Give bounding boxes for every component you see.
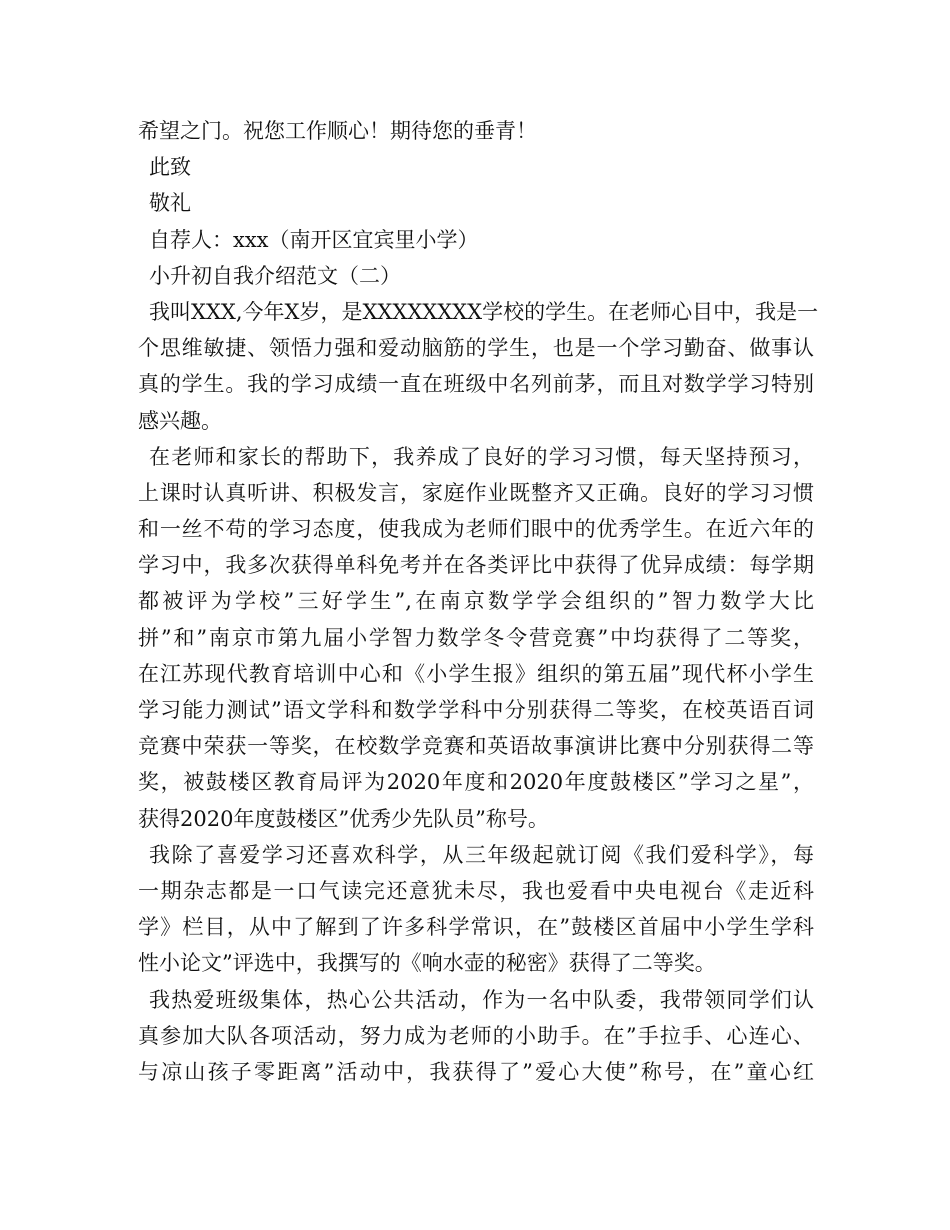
text-line: 在江苏现代教育培训中心和《小学生报》组织的第五届”现代杯小学生 [138, 661, 814, 686]
section-heading: 小升初自我介绍范文（二） [149, 263, 401, 288]
text-line: 真参加大队各项活动，努力成为老师的小助手。在”手拉手、心连心、 [138, 1023, 814, 1048]
text-line: 拼”和”南京市第九届小学智力数学冬令营竞赛”中均获得了二等奖， [138, 625, 814, 650]
text-line: 此致 [149, 155, 191, 180]
text-line: 真的学生。我的学习成绩一直在班级中名列前茅，而且对数学学习特别 [138, 372, 814, 397]
text-line: 和一丝不苟的学习态度，使我成为老师们眼中的优秀学生。在近六年的 [138, 517, 814, 542]
text-line: 我热爱班级集体，热心公共活动，作为一名中队委，我带领同学们认 [149, 987, 814, 1012]
text-line: 一期杂志都是一口气读完还意犹未尽，我也爱看中央电视台《走近科 [138, 878, 814, 903]
text-line: 个思维敏捷、领悟力强和爱动脑筋的学生，也是一个学习勤奋、做事认 [138, 336, 814, 361]
text-line: 自荐人：xxx（南开区宜宾里小学） [149, 227, 479, 252]
text-line: 奖，被鼓楼区教育局评为2020年度和2020年度鼓楼区”学习之星”， [138, 770, 814, 795]
text-line: 希望之门。祝您工作顺心！期待您的垂青！ [138, 119, 537, 143]
text-line: 学》栏目，从中了解到了许多科学常识，在”鼓楼区首届中小学生学科 [138, 915, 814, 940]
text-line: 都被评为学校”三好学生”,在南京数学学会组织的”智力数学大比 [138, 589, 814, 614]
text-line: 性小论文”评选中，我撰写的《响水壶的秘密》获得了二等奖。 [138, 951, 716, 976]
text-line: 敬礼 [149, 191, 191, 216]
text-line: 我除了喜爱学习还喜欢科学，从三年级起就订阅《我们爱科学》，每 [149, 842, 814, 867]
text-line: 学习能力测试”语文学科和数学学科中分别获得二等奖，在校英语百词 [138, 698, 814, 722]
text-line: 获得2020年度鼓楼区”优秀少先队员”称号。 [138, 806, 549, 831]
text-line: 感兴趣。 [138, 408, 222, 433]
text-line: 我叫XXX,今年X岁，是XXXXXXXX学校的学生。在老师心目中，我是一 [149, 299, 819, 324]
document-body [138, 113, 819, 1090]
text-line: 竞赛中荣获一等奖，在校数学竞赛和英语故事演讲比赛中分别获得二等 [138, 734, 814, 759]
text-line: 学习中，我多次获得单科免考并在各类评比中获得了优异成绩：每学期 [138, 553, 814, 578]
text-line: 与凉山孩子零距离”活动中，我获得了”爱心大使”称号，在”童心红 [138, 1059, 814, 1084]
text-line: 在老师和家长的帮助下，我养成了良好的学习习惯，每天坚持预习， [149, 444, 814, 469]
text-line: 上课时认真听讲、积极发言，家庭作业既整齐又正确。良好的学习习惯 [138, 480, 814, 505]
